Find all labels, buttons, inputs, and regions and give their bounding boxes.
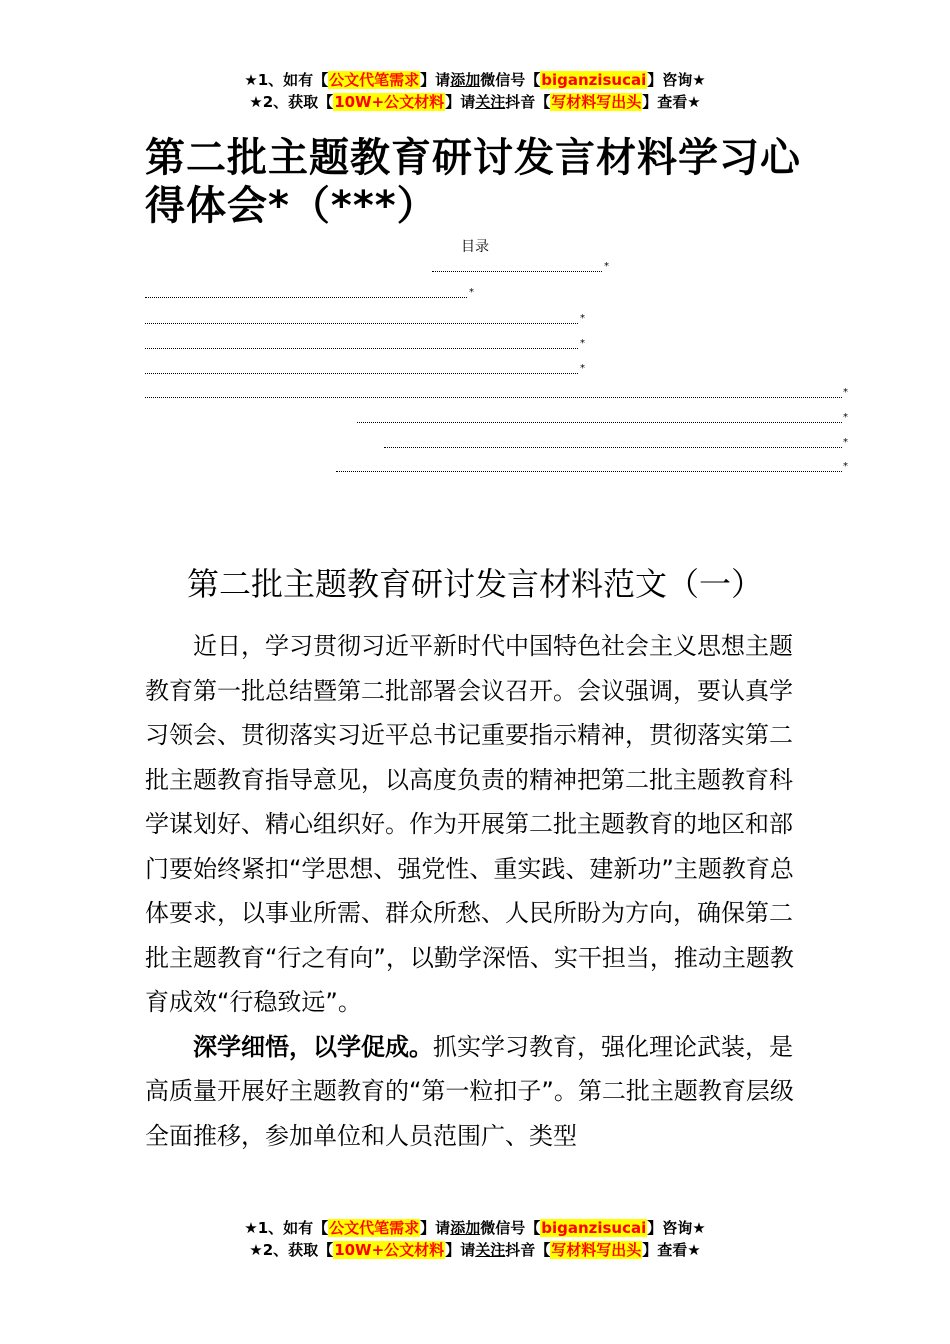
promo-highlight: 公文代笔需求 bbox=[329, 1219, 420, 1237]
paragraph-2-lead: 深学细悟，以学促成。 bbox=[193, 1032, 433, 1061]
paragraph-1: 近日，学习贯彻习近平新时代中国特色社会主义思想主题教育第一批总结暨第二批部署会议召开。会议强调，要认真学习领会、贯彻落实习近平总书记重要指示精神，贯彻落实第二批主题教育指导意见，以高度负责的精神把第二批主题教育科学谋划好、精心组织好。作为开展第二批主题教育的地区和部门要始终紧扣“学思想、强党性、重实践、建新功”主题教育总体要求，以事业所需、群众所愁、人民所盼为方向，确保第二批主题教育“行之有向”，以勤学深悟、实干担当，推动主题教育成效“行稳致远”。 bbox=[145, 632, 794, 1016]
wechat-id: biganzisucai bbox=[541, 71, 647, 89]
toc-entry-4[interactable] bbox=[145, 347, 578, 349]
paragraph-2 bbox=[145, 1025, 795, 1159]
toc-entry-9[interactable] bbox=[336, 470, 842, 472]
toc-heading: 目录 bbox=[461, 239, 489, 255]
wechat-id: biganzisucai bbox=[541, 1219, 647, 1237]
body-text bbox=[145, 624, 795, 1158]
paragraph-2-text: 抓实学习教育，强化理论武装，是高质量开展好主题教育的“第一粒扣子”。第二批主题教育层级全面推移，参加单位和人员范围广、类型 bbox=[145, 1032, 794, 1150]
toc-entry-6[interactable] bbox=[145, 396, 842, 398]
promo-line-2: ★2、获取【10W+公文材料】请关注抖音【写材料写出头】查看★ bbox=[249, 1241, 701, 1259]
section-title: 第二批主题教育研讨发言材料范文（一） bbox=[186, 565, 763, 603]
toc-marker: * bbox=[580, 338, 585, 349]
toc-marker: * bbox=[843, 437, 848, 448]
promo-line-1: ★1、如有【公文代笔需求】请添加微信号【biganzisucai】咨询★ bbox=[244, 1219, 706, 1237]
top-promo-banner bbox=[0, 69, 950, 113]
toc-marker: * bbox=[843, 461, 848, 472]
toc-marker: * bbox=[604, 261, 609, 272]
bottom-promo-banner bbox=[0, 1217, 950, 1261]
promo-line-1: ★1、如有【公文代笔需求】请添加微信号【biganzisucai】咨询★ bbox=[244, 71, 706, 89]
toc-marker: * bbox=[843, 412, 848, 423]
toc-marker: * bbox=[580, 363, 585, 374]
promo-line-2: ★2、获取【10W+公文材料】请关注抖音【写材料写出头】查看★ bbox=[249, 93, 701, 111]
promo-highlight: 10W+公文材料 bbox=[334, 1241, 445, 1259]
toc-entry-2[interactable] bbox=[145, 296, 467, 298]
douyin-account: 写材料写出头 bbox=[551, 1241, 642, 1259]
toc-entry-8[interactable] bbox=[384, 446, 842, 448]
promo-highlight: 公文代笔需求 bbox=[329, 71, 420, 89]
toc-marker: * bbox=[469, 287, 474, 298]
toc-marker: * bbox=[580, 313, 585, 324]
douyin-account: 写材料写出头 bbox=[551, 93, 642, 111]
toc-entry-5[interactable] bbox=[145, 372, 578, 374]
toc-marker: * bbox=[843, 387, 848, 398]
toc-entry-3[interactable] bbox=[145, 322, 578, 324]
document-title: 第二批主题教育研讨发言材料学习心得体会*（***） bbox=[145, 135, 801, 229]
toc-entry-1[interactable] bbox=[432, 270, 602, 272]
promo-highlight: 10W+公文材料 bbox=[334, 93, 445, 111]
toc-entry-7[interactable] bbox=[357, 421, 842, 423]
